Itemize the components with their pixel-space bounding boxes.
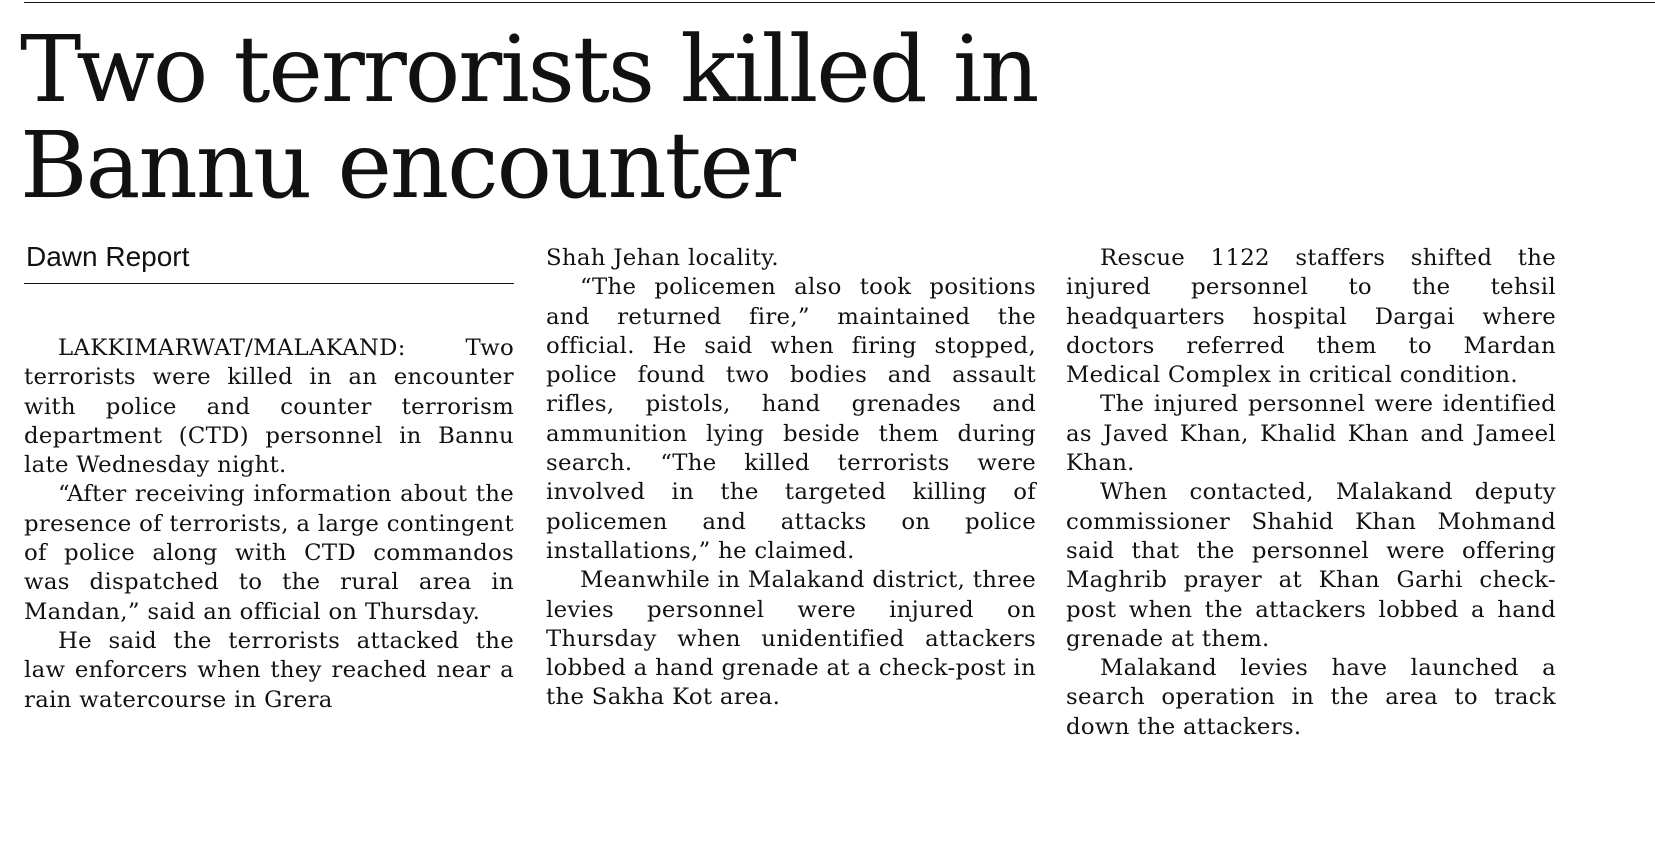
paragraph: Shah Jehan locality. [546,245,779,271]
paragraph: “The policemen also took positions and returned fire,” maintained the official. He said when firing stopped, police found two bodies and assault rifles, pistols, hand grenades and ammunition lying beside them during search. “The killed terrorists were involved in the targeted killing of policemen and attacks on police installations,” he claimed. [546,274,1036,564]
paragraph: “After receiving information about the presence of terrorists, a large contingent of police along with CTD commandos was dispatched to the rural area in Mandan,” said an official on Thursday. [24,481,514,625]
byline-rule [24,283,514,284]
paragraph: Rescue 1122 staffers shifted the injured personnel to the tehsil headquarters hospital Dargai where doctors referred them to Mardan Medical Complex in critical condition. [1066,245,1556,389]
byline: Dawn Report [26,241,190,272]
paragraph: When contacted, Malakand deputy commissioner Shahid Khan Mohmand said that the personnel were offering Maghrib prayer at Khan Garhi check-post when the attackers lobbed a hand grenade at them. [1066,479,1556,652]
paragraph: He said the terrorists attacked the law enforcers when they reached near a rain watercourse in Grera [24,627,514,713]
paragraph: Meanwhile in Malakand district, three levies personnel were injured on Thursday when unidentified attackers lobbed a hand grenade at a check-post in the Sakha Kot area. [546,567,1036,711]
article-column-3 [1066,244,1556,742]
paragraph: Malakand levies have launched a search operation in the area to track down the attackers. [1066,655,1556,740]
article-column-1 [24,334,514,715]
top-rule [24,2,1655,3]
article-column-2 [546,244,1036,713]
paragraph: The injured personnel were identified as Javed Khan, Khalid Khan and Jameel Khan. [1066,391,1556,477]
headline: Two terrorists killed in Bannu encounter [20,16,1038,219]
paragraph: LAKKIMARWAT/MALAKAND: Two terrorists were killed in an encounter with police and counter terrorism department (CTD) personnel in Bannu late Wednesday night. [24,335,514,479]
